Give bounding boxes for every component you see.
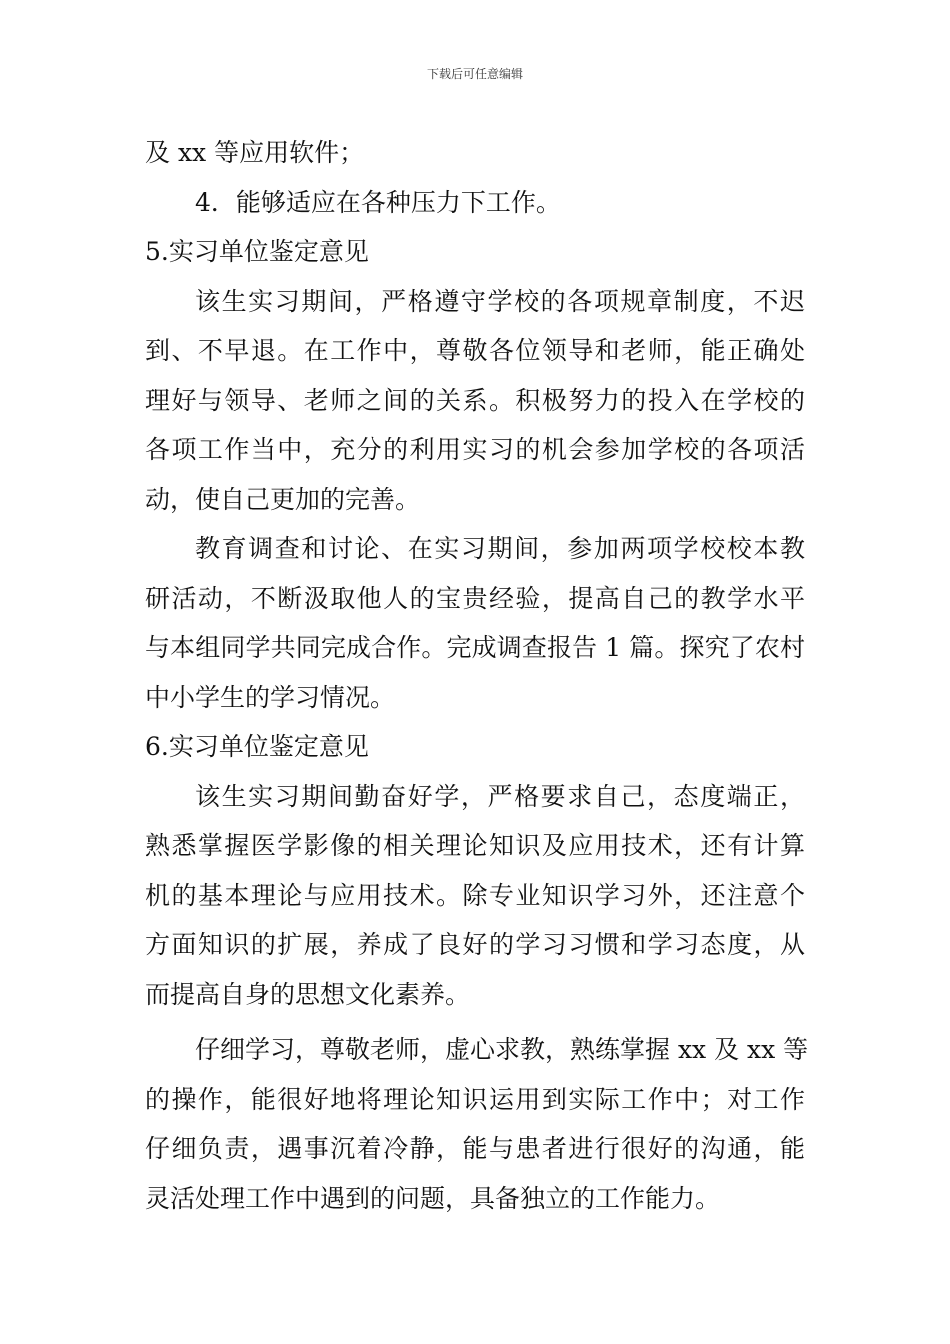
text-line: 该生实习期间，严格遵守学校的各项规章制度，不迟 xyxy=(195,286,805,316)
text-line: 方面知识的扩展，养成了良好的学习习惯和学习态度，从 xyxy=(145,930,805,959)
text-line: 理好与领导、老师之间的关系。积极努力的投入在学校的 xyxy=(145,385,805,415)
text-line: 与本组同学共同完成合作。完成调查报告 1 篇。探究了农村 xyxy=(145,633,805,662)
text-line: 及 xx 等应用软件； xyxy=(145,138,365,167)
text-line: 灵活处理工作中遇到的问题，具备独立的工作能力。 xyxy=(145,1183,721,1213)
text-line: 各项工作当中，充分的利用实习的机会参加学校的各项活 xyxy=(145,435,805,464)
text-line: 教育调查和讨论、在实习期间，参加两项学校校本教 xyxy=(195,534,805,563)
text-line: 机的基本理论与应用技术。除专业知识学习外，还注意个 xyxy=(145,880,805,910)
page-header: 下载后可任意编辑 xyxy=(426,67,523,81)
text-line: 而提高自身的思想文化素养。 xyxy=(145,979,471,1009)
text-line: 的操作，能很好地将理论知识运用到实际工作中；对工作 xyxy=(145,1084,805,1114)
text-line: 5.实习单位鉴定意见 xyxy=(145,237,369,266)
text-line: 6.实习单位鉴定意见 xyxy=(145,732,369,761)
document-body xyxy=(145,128,809,1223)
text-line: 动，使自己更加的完善。 xyxy=(145,484,421,514)
text-line: 该生实习期间勤奋好学，严格要求自己，态度端正， xyxy=(195,781,805,811)
text-line: 4．能够适应在各种压力下工作。 xyxy=(195,187,561,217)
text-line: 仔细负责，遇事沉着冷静，能与患者进行很好的沟通，能 xyxy=(145,1134,805,1163)
text-line: 到、不早退。在工作中，尊敬各位领导和老师，能正确处 xyxy=(145,336,805,365)
text-line: 熟悉掌握医学影像的相关理论知识及应用技术，还有计算 xyxy=(145,831,805,860)
text-line: 研活动，不断汲取他人的宝贵经验，提高自己的教学水平 xyxy=(145,583,805,613)
text-line: 仔细学习，尊敬老师，虚心求教，熟练掌握 xx 及 xx 等 xyxy=(195,1035,809,1064)
text-line: 中小学生的学习情况。 xyxy=(145,682,396,712)
